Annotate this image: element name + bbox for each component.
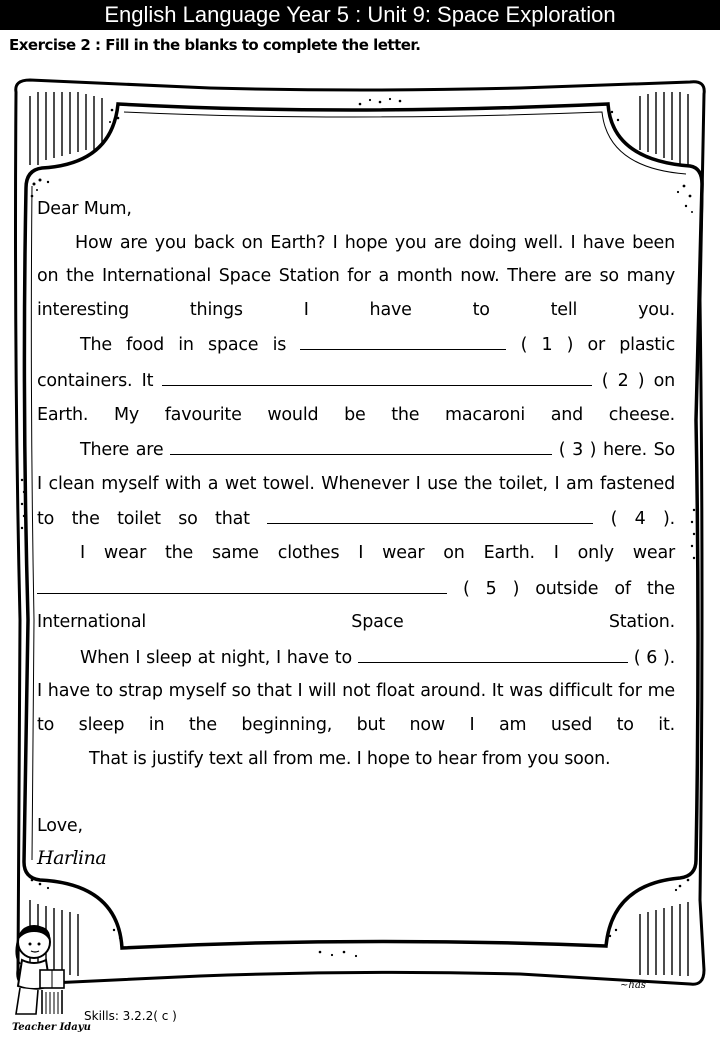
blank-number-5: ( 5 ) bbox=[463, 578, 520, 599]
artist-credit: ~has bbox=[620, 980, 646, 991]
text: or plastic containers. It bbox=[37, 335, 676, 391]
text: outside of the International Space Station. bbox=[37, 578, 675, 633]
girl-reading-illustration bbox=[6, 920, 70, 1020]
exercise-instruction: Exercise 2 : Fill in the blanks to complete the letter. bbox=[9, 36, 421, 54]
worksheet-title: English Language Year 5 : Unit 9: Space Exploration bbox=[0, 0, 720, 30]
text: here. So I clean myself with a wet towel. Whenever I use the toilet, I am fastened to the toilet so that bbox=[37, 440, 675, 530]
blank-1[interactable] bbox=[300, 327, 506, 350]
greeting: Dear Mum, bbox=[37, 199, 132, 219]
skills-code: Skills: 3.2.2( c ) bbox=[84, 1009, 177, 1023]
blank-2[interactable] bbox=[162, 363, 592, 386]
letter-body bbox=[37, 193, 675, 873]
blank-number-3: ( 3 ) bbox=[558, 440, 597, 461]
blank-5[interactable] bbox=[37, 571, 447, 594]
blank-number-4: ( 4 ). bbox=[610, 509, 675, 530]
paragraph-2 bbox=[37, 327, 675, 432]
paragraph-5 bbox=[37, 640, 675, 743]
blank-number-6: ( 6 ). bbox=[633, 647, 675, 668]
blank-6[interactable] bbox=[358, 640, 628, 663]
text: I have to strap myself so that I will not float around. It was difficult for me to sleep in the beginning, but now I am used to it. bbox=[37, 681, 675, 735]
text: There are bbox=[80, 440, 164, 461]
blank-number-2: ( 2 ) bbox=[601, 370, 645, 391]
blank-4[interactable] bbox=[267, 501, 593, 524]
signature: Harlina bbox=[37, 847, 107, 870]
paragraph-3 bbox=[37, 432, 675, 537]
text: The food in space is bbox=[80, 335, 287, 356]
brand-logo-text: Teacher Idayu bbox=[12, 1022, 91, 1033]
paragraph-4 bbox=[37, 537, 675, 640]
text: I wear the same clothes I wear on Earth. I only wear bbox=[80, 542, 675, 563]
blank-number-1: ( 1 ) bbox=[520, 335, 574, 356]
text: on Earth. My favourite would be the macaroni and cheese. bbox=[37, 370, 675, 425]
paragraph-1: How are you back on Earth? I hope you are doing well. I have been on the International Space Station for a month now. There are so many interesting things I have to tell you. bbox=[37, 232, 675, 320]
closing: Love, bbox=[37, 815, 83, 836]
text: When I sleep at night, I have to bbox=[80, 647, 352, 668]
spacer bbox=[37, 776, 675, 810]
paragraph-6: That is justify text all from me. I hope to hear from you soon. bbox=[89, 748, 611, 769]
blank-3[interactable] bbox=[170, 432, 552, 455]
